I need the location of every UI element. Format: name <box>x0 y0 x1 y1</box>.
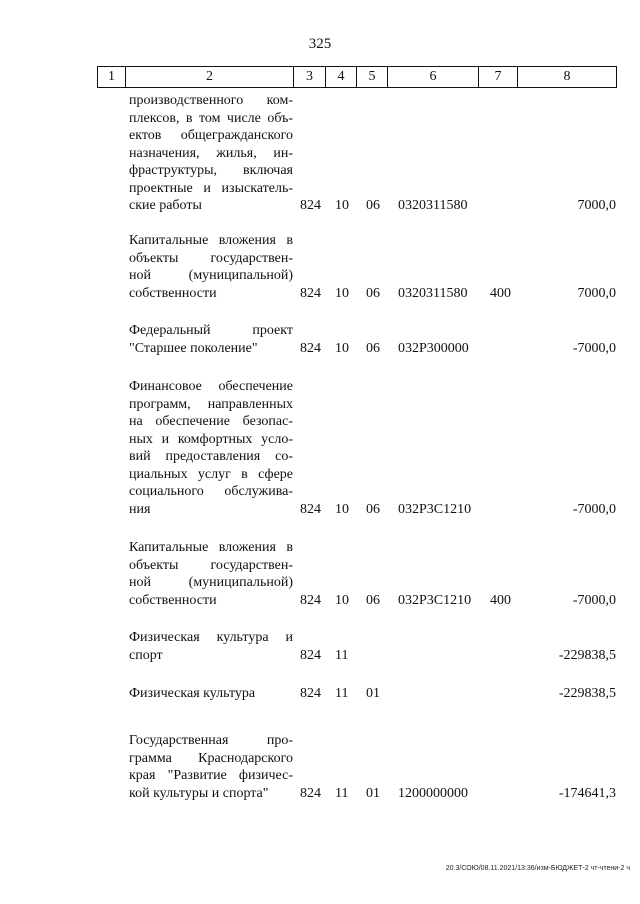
row-code-subsection: 06 <box>366 501 380 517</box>
description-line: ния <box>129 501 151 517</box>
row-code-section: 10 <box>335 198 349 213</box>
description-line: вий предоставления со- <box>129 449 293 464</box>
row-code-subsection: 06 <box>366 592 380 608</box>
row-description <box>129 92 293 215</box>
row-amount: -229838,5 <box>558 686 616 701</box>
description-line: назначения, жилья, ин- <box>129 145 293 161</box>
description-line: Капитальные вложения в <box>129 540 293 555</box>
row-amount: 7000,0 <box>577 198 616 213</box>
row-code-admin: 824 <box>300 686 321 701</box>
row-code-target: 032P300000 <box>398 340 469 356</box>
column-header-8: 8 <box>518 67 617 88</box>
row-code-admin: 824 <box>300 285 321 301</box>
row-code-target: 0320311580 <box>398 198 468 213</box>
row-description <box>129 539 293 609</box>
page-number: 325 <box>308 36 332 52</box>
description-line: собственности <box>129 285 217 301</box>
description-line: Физическая культура <box>129 686 256 701</box>
row-code-target: 1200000000 <box>398 785 468 801</box>
row-code-admin: 824 <box>300 340 321 356</box>
row-description <box>129 732 293 802</box>
row-code-subsection: 01 <box>366 785 380 801</box>
column-header-6: 6 <box>388 67 479 88</box>
row-amount: -174641,3 <box>558 785 616 801</box>
row-code-section: 10 <box>335 340 349 356</box>
row-code-target: 032P3C1210 <box>398 592 472 608</box>
description-line: края "Развитие физичес- <box>129 768 293 783</box>
row-description <box>129 232 293 302</box>
row-code-expense-type: 400 <box>490 285 511 301</box>
row-code-section: 11 <box>335 686 349 701</box>
document-footer-stamp: 20.3/СОЮ/08.11.2021/13:36/изм-БЮДЖЕТ-2 чт-чтени-2 ч <box>445 865 630 872</box>
row-code-admin: 824 <box>300 501 321 517</box>
row-description <box>129 378 293 518</box>
row-code-section: 11 <box>335 647 349 663</box>
description-line: спорт <box>129 647 163 663</box>
row-amount: -7000,0 <box>572 340 616 356</box>
description-line: социального обслужива- <box>129 484 293 499</box>
row-code-section: 11 <box>335 785 349 801</box>
description-line: ские работы <box>129 198 202 213</box>
description-line: ной (муниципальной) <box>129 575 293 590</box>
description-line: Федеральный проект <box>129 323 293 338</box>
row-code-section: 10 <box>335 592 349 608</box>
row-code-target: 0320311580 <box>398 285 468 301</box>
description-line: проектные и изыскатель- <box>129 180 293 196</box>
row-code-admin: 824 <box>300 198 321 213</box>
row-amount: 7000,0 <box>577 285 616 301</box>
description-line: собственности <box>129 592 217 608</box>
description-line: циальных услуг в сфере <box>129 466 293 482</box>
column-header-table <box>97 66 617 88</box>
row-description <box>129 685 293 703</box>
description-line: объекты государствен- <box>129 250 293 266</box>
description-line: грамма Краснодарского <box>129 750 293 766</box>
column-header-row <box>98 67 617 88</box>
row-code-section: 10 <box>335 501 349 517</box>
description-line: Финансовое обеспечение <box>129 379 293 394</box>
row-code-subsection: 06 <box>366 198 380 213</box>
row-code-subsection: 01 <box>366 686 380 701</box>
row-code-admin: 824 <box>300 592 321 608</box>
description-line: производственного ком- <box>129 93 293 108</box>
description-line: фраструктуры, включая <box>129 163 293 178</box>
description-line: на обеспечение безопас- <box>129 414 293 429</box>
column-header-1: 1 <box>98 67 126 88</box>
row-code-target: 032P3C1210 <box>398 501 472 517</box>
description-line: кой культуры и спорта" <box>129 785 269 801</box>
description-line: Капитальные вложения в <box>129 233 293 248</box>
row-code-admin: 824 <box>300 785 321 801</box>
description-line: ектов общегражданского <box>129 128 293 143</box>
description-line: объекты государствен- <box>129 557 293 573</box>
column-header-4: 4 <box>326 67 357 88</box>
row-code-subsection: 06 <box>366 340 380 356</box>
description-line: Государственная про- <box>129 733 293 748</box>
row-description <box>129 629 293 664</box>
row-code-section: 10 <box>335 285 349 301</box>
row-code-admin: 824 <box>300 647 321 663</box>
row-amount: -7000,0 <box>572 501 616 517</box>
description-line: плексов, в том числе объ- <box>129 110 293 126</box>
column-header-7: 7 <box>479 67 518 88</box>
row-amount: -7000,0 <box>572 592 616 608</box>
description-line: ной (муниципальной) <box>129 268 293 283</box>
row-code-subsection: 06 <box>366 285 380 301</box>
column-header-5: 5 <box>357 67 388 88</box>
description-line: Физическая культура и <box>129 630 293 645</box>
row-code-expense-type: 400 <box>490 592 511 608</box>
description-line: программ, направленных <box>129 396 293 412</box>
row-description <box>129 322 293 357</box>
row-amount: -229838,5 <box>558 647 616 663</box>
description-line: ных и комфортных усло- <box>129 431 293 447</box>
description-line: "Старшее поколение" <box>129 340 258 356</box>
column-header-2: 2 <box>126 67 294 88</box>
column-header-3: 3 <box>294 67 326 88</box>
